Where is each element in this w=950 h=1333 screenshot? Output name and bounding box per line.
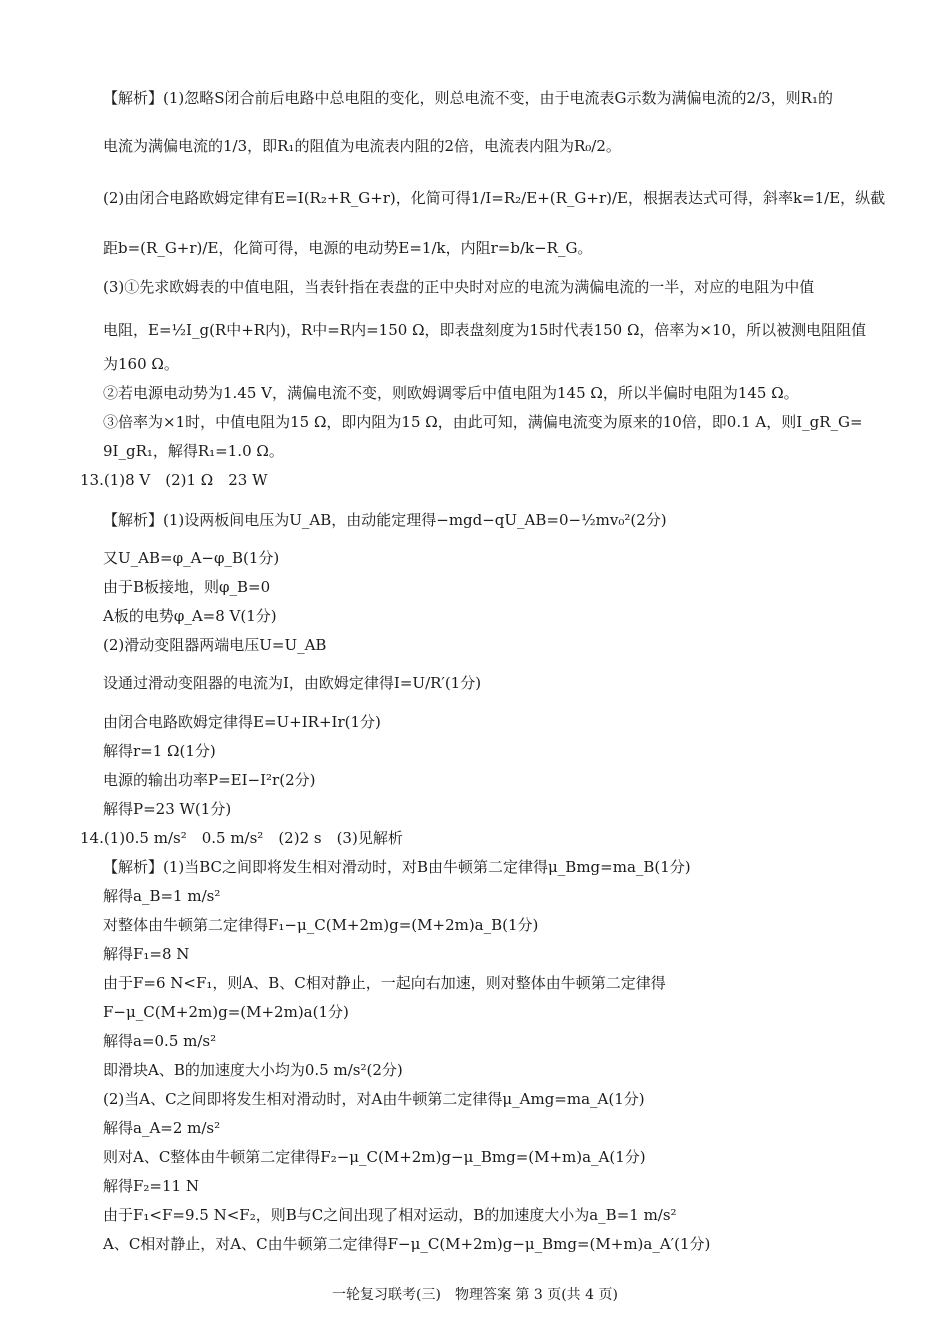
solution-line: (2)当A、C之间即将发生相对滑动时，对A由牛顿第二定律得μ_Amg=ma_A(1分) (103, 1090, 645, 1108)
solution-line: 为160 Ω。 (103, 355, 179, 373)
solution-line: (3)①先求欧姆表的中值电阻，当表针指在表盘的正中央时对应的电流为满偏电流的一半，对应的电阻为中值 (103, 278, 815, 296)
solution-line: 由于B板接地，则φ_B=0 (103, 578, 271, 596)
solution-line: 解得a=0.5 m/s² (103, 1032, 217, 1050)
solution-line: ③倍率为×1时，中值电阻为15 Ω，即内阻为15 Ω，由此可知，满偏电流变为原来的10倍，即0.1 A，则I_gR_G= (103, 413, 863, 431)
solution-line: 对整体由牛顿第二定律得F₁−μ_C(M+2m)g=(M+2m)a_B(1分) (103, 916, 539, 934)
solution-line: 设通过滑动变阻器的电流为I，由欧姆定律得I=U/R′(1分) (103, 674, 482, 692)
solution-line: 由于F₁<F=9.5 N<F₂，则B与C之间出现了相对运动，B的加速度大小为a_B=1 m/s² (103, 1206, 677, 1224)
solution-line: 解得a_B=1 m/s² (103, 887, 221, 905)
solution-line: 14.(1)0.5 m/s² 0.5 m/s² (2)2 s (3)见解析 (80, 829, 403, 847)
solution-line: 解得a_A=2 m/s² (103, 1119, 221, 1137)
solution-line: A板的电势φ_A=8 V(1分) (103, 607, 277, 625)
solution-line: 解得P=23 W(1分) (103, 800, 232, 818)
solution-line: 【解析】(1)当BC之间即将发生相对滑动时，对B由牛顿第二定律得μ_Bmg=ma_B(1分) (103, 858, 691, 876)
solution-line: 9I_gR₁，解得R₁=1.0 Ω。 (103, 442, 284, 460)
solution-line: 解得F₁=8 N (103, 945, 190, 963)
solution-line: 电流为满偏电流的1/3，即R₁的阻值为电流表内阻的2倍，电流表内阻为R₀/2。 (103, 137, 621, 155)
solution-line: F−μ_C(M+2m)g=(M+2m)a(1分) (103, 1003, 349, 1021)
solution-line: (2)由闭合电路欧姆定律有E=I(R₂+R_G+r)，化简可得1/I=R₂/E+(R_G+r)/E，根据表达式可得，斜率k=1/E，纵截 (103, 189, 886, 207)
solution-line: 距b=(R_G+r)/E，化简可得，电源的电动势E=1/k，内阻r=b/k−R_G。 (103, 239, 593, 257)
solution-line: 13.(1)8 V (2)1 Ω 23 W (80, 471, 268, 489)
solution-line: 解得F₂=11 N (103, 1177, 199, 1195)
solution-line: 电源的输出功率P=EI−I²r(2分) (103, 771, 316, 789)
solution-line: A、C相对静止，对A、C由牛顿第二定律得F−μ_C(M+2m)g−μ_Bmg=(M+m)a_A′(1分) (103, 1235, 711, 1253)
solution-line: 【解析】(1)忽略S闭合前后电路中总电阻的变化，则总电流不变，由于电流表G示数为满偏电流的2/3，则R₁的 (103, 89, 833, 107)
page-footer: 一轮复习联考(三) 物理答案 第 3 页(共 4 页) (332, 1287, 618, 1303)
solution-line: 又U_AB=φ_A−φ_B(1分) (103, 549, 280, 567)
solution-line: ②若电源电动势为1.45 V，满偏电流不变，则欧姆调零后中值电阻为145 Ω，所以半偏时电阻为145 Ω。 (103, 384, 799, 402)
solution-line: (2)滑动变阻器两端电压U=U_AB (103, 636, 327, 654)
solution-line: 解得r=1 Ω(1分) (103, 742, 216, 760)
solution-line: 电阻，E=½I_g(R中+R内)，R中=R内=150 Ω，即表盘刻度为15时代表150 Ω，倍率为×10，所以被测电阻阻值 (103, 321, 867, 339)
solution-line: 由于F=6 N<F₁，则A、B、C相对静止，一起向右加速，则对整体由牛顿第二定律得 (103, 974, 666, 992)
solution-line: 即滑块A、B的加速度大小均为0.5 m/s²(2分) (103, 1061, 403, 1079)
solution-line: 则对A、C整体由牛顿第二定律得F₂−μ_C(M+2m)g−μ_Bmg=(M+m)a_A(1分) (103, 1148, 646, 1166)
solution-line: 【解析】(1)设两板间电压为U_AB，由动能定理得−mgd−qU_AB=0−½mv₀²(2分) (103, 511, 667, 529)
solution-line: 由闭合电路欧姆定律得E=U+IR+Ir(1分) (103, 713, 381, 731)
